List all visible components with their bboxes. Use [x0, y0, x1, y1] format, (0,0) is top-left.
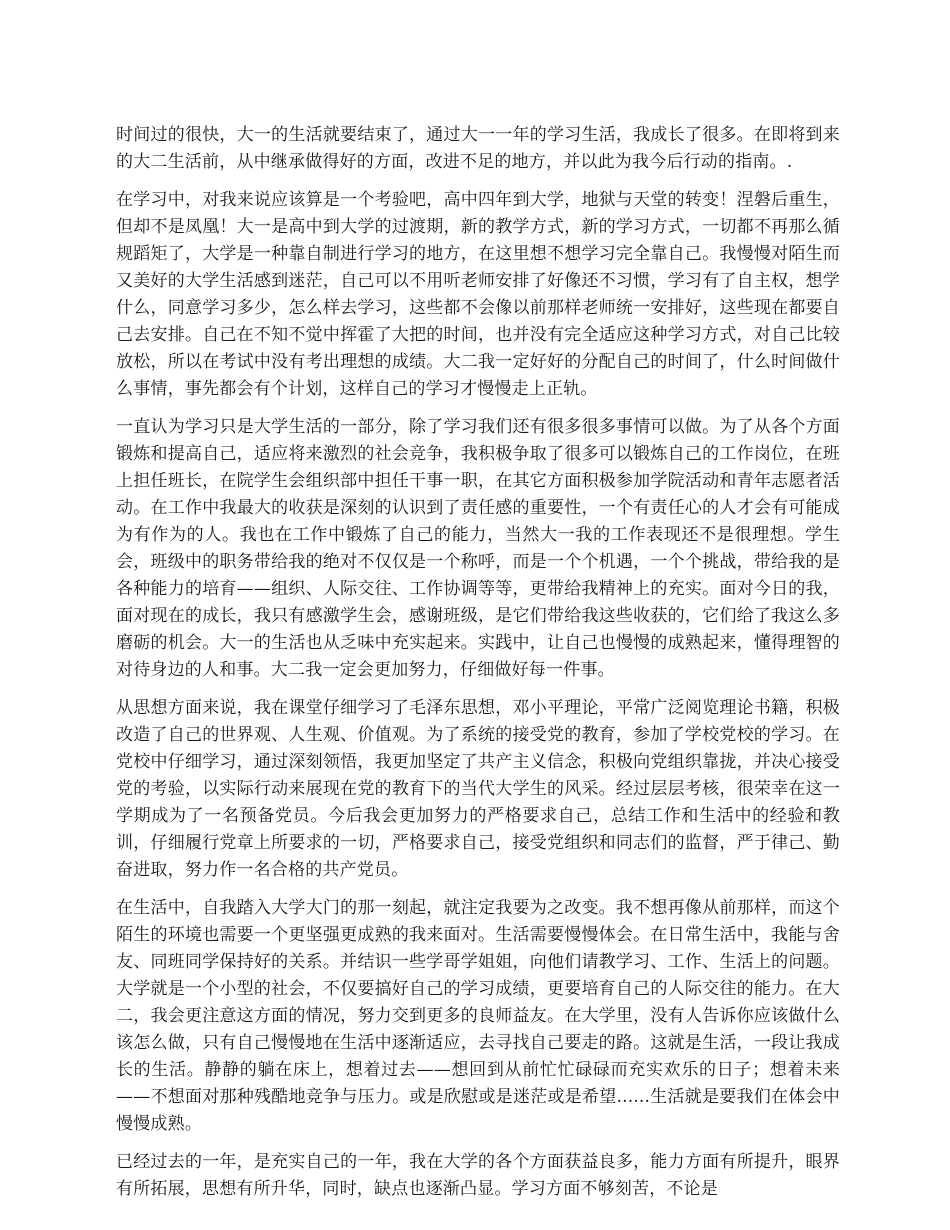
- paragraph-summary: 已经过去的一年，是充实自己的一年，我在大学的各个方面获益良多，能力方面有所提升，眼界有所拓展，思想有所升华，同时，缺点也逐渐凸显。学习方面不够刻苦，不论是: [116, 1152, 840, 1199]
- document-body: [116, 122, 840, 1214]
- paragraph-work: 一直认为学习只是大学生活的一部分，除了学习我们还有很多很多事情可以做。为了从各个方面锻炼和提高自己，适应将来激烈的社会竞争，我积极争取了很多可以锻炼自己的工作岗位，在班上担任班长，在院学生会组织部中担任干事一职，在其它方面积极参加学院活动和青年志愿者活动。在工作中我最大的收获是深刻的认识到了责任感的重要性，一个有责任心的人才会有可能成为有作为的人。我也在工作中锻炼了自己的能力，当然大一我的工作表现还不是很理想。学生会，班级中的职务带给我的绝对不仅仅是一个称呼，而是一个个机遇，一个个挑战，带给我的是各种能力的培育——组织、人际交往、工作协调等等，更带给我精神上的充实。面对今日的我，面对现在的成长，我只有感激学生会，感谢班级，是它们带给我这些收获的，它们给了我这么多磨砺的机会。大一的生活也从乏味中充实起来。实践中，让自己也慢慢的成熟起来，懂得理智的对待身边的人和事。大二我一定会更加努力，仔细做好每一件事。: [116, 417, 840, 680]
- paragraph-life: 在生活中，自我踏入大学大门的那一刻起，就注定我要为之改变。我不想再像从前那样，而这个陌生的环境也需要一个更坚强更成熟的我来面对。生活需要慢慢体会。在日常生活中，我能与舍友、同班同学保持好的关系。并结识一些学哥学姐姐，向他们请教学习、工作、生活上的问题。大学就是一个小型的社会，不仅要搞好自己的学习成绩，更要培育自己的人际交往的能力。在大二，我会更注意这方面的情况，努力交到更多的良师益友。在大学里，没有人告诉你应该做什么该怎么做，只有自己慢慢地在生活中逐渐适应，去寻找自己要走的路。这就是生活，一段让我成长的生活。静静的躺在床上，想着过去——想回到从前忙忙碌碌而充实欢乐的日子；想着未来——不想面对那种残酷地竞争与压力。或是欣慰或是迷茫或是希望......生活就是要我们在体会中慢慢成熟。: [116, 898, 840, 1134]
- paragraph-study: 在学习中，对我来说应该算是一个考验吧，高中四年到大学，地狱与天堂的转变！涅磐后重生，但却不是凤凰！大一是高中到大学的过渡期，新的教学方式，新的学习方式，一切都不再那么循规蹈矩了，大学是一种靠自制进行学习的地方，在这里想不想学习完全靠自己。我慢慢对陌生而又美好的大学生活感到迷茫，自己可以不用听老师安排了好像还不习惯，学习有了自主权，想学什么，同意学习多少，怎么样去学习，这些都不会像以前那样老师统一安排好，这些现在都要自己去安排。自己在不知不觉中挥霍了大把的时间，也并没有完全适应这种学习方式，对自己比较放松，所以在考试中没有考出理想的成绩。大二我一定好好的分配自己的时间了，什么时间做什么事情，事先都会有个计划，这样自己的学习才慢慢走上正轨。: [116, 190, 840, 399]
- paragraph-ideology: 从思想方面来说，我在课堂仔细学习了毛泽东思想，邓小平理论，平常广泛阅览理论书籍，积极改造了自己的世界观、人生观、价值观。为了系统的接受党的教育，参加了学校党校的学习。在党校中仔细学习，通过深刻领悟，我更加坚定了共产主义信念，积极向党组织靠拢，并决心接受党的考验，以实际行动来展现在党的教育下的当代大学生的风采。经过层层考核，很荣幸在这一学期成为了一名预备党员。今后我会更加努力的严格要求自己，总结工作和生活中的经验和教训，仔细履行党章上所要求的一切，严格要求自己，接受党组织和同志们的监督，严于律己、勤奋进取，努力作一名合格的共产党员。: [116, 698, 840, 880]
- paragraph-intro: 时间过的很快，大一的生活就要结束了，通过大一一年的学习生活，我成长了很多。在即将到来的大二生活前，从中继承做得好的方面，改进不足的地方，并以此为我今后行动的指南。.: [116, 125, 840, 172]
